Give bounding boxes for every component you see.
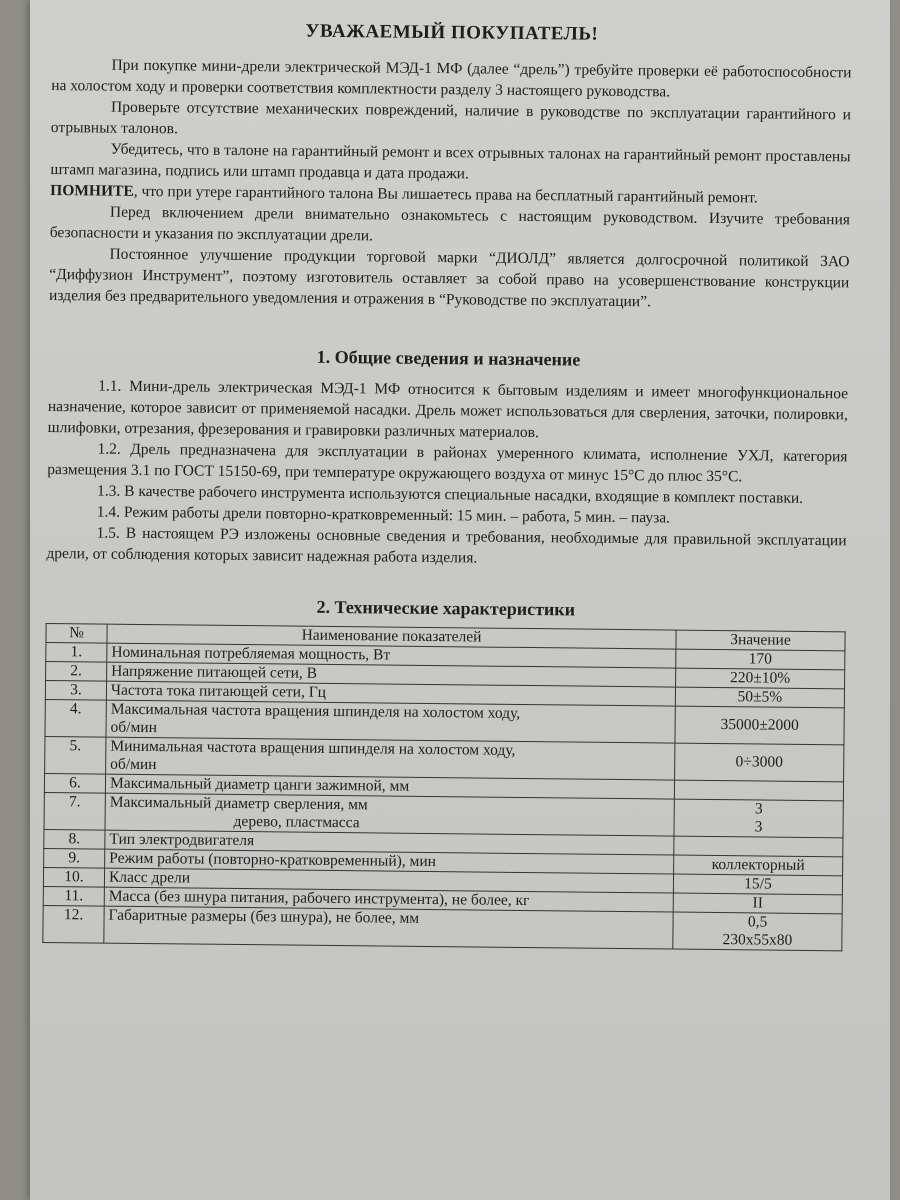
row-value: 15/5 xyxy=(673,874,842,895)
row-num: 12. xyxy=(43,905,104,943)
row-value xyxy=(674,780,843,801)
row-num: 7. xyxy=(44,792,105,830)
row-value: коллекторный xyxy=(674,855,843,876)
header-value: Значение xyxy=(676,630,845,651)
row-value: 0÷3000 xyxy=(675,743,844,782)
row-name: Частота тока питающей сети, Гц xyxy=(106,681,675,706)
section-general-info xyxy=(46,344,848,572)
intro-paragraph-4-text: , что при утере гарантийного талона Вы лишаетесь права на бесплатный гарантийный ремонт. xyxy=(133,182,758,207)
row-name: Напряжение питающей сети, В xyxy=(107,662,676,687)
row-name: Тип электродвигателя xyxy=(105,830,674,855)
row-name-unit: об/мин xyxy=(110,755,157,774)
row-num: 9. xyxy=(44,848,105,868)
row-value: II xyxy=(673,893,842,914)
row-num: 1. xyxy=(46,642,107,662)
clause-1-5: 1.5. В настоящем РЭ изложены основные сведения и требования, необходимые для правильной эксплуатации дрели, от соблюдения которых зависит надежная работа изделия. xyxy=(46,524,847,567)
intro-paragraph-6: Постоянное улучшение продукции торговой марки “ДИОЛД” является долгосрочной политикой ЗАО “Диффузион Инструмент”, поэтому изготовитель оставляет за собой право на усовершенствование конструкции изделия без предварительного уведомления и отражения в “Руководстве по эксплуатации”. xyxy=(49,245,850,311)
row-num: 2. xyxy=(46,661,107,681)
row-name: Класс дрели xyxy=(104,868,673,893)
row-name: Габаритные размеры (без шнура), не более, мм xyxy=(104,906,673,949)
row-value-cell xyxy=(674,799,843,838)
page-title: УВАЖАЕМЫЙ ПОКУПАТЕЛЬ! xyxy=(305,20,599,45)
row-value: 50±5% xyxy=(675,687,844,708)
clause-1-1: 1.1. Мини-дрель электрическая МЭД-1 МФ относится к бытовым изделиям и имеет многофункциональное назначение, которое зависит от применяемой насадки. Дрель может использоваться для сверления, заточки, полировки, шлифовки, отрезания, фрезерования и гравировки различных материалов. xyxy=(47,377,849,442)
row-name: Максимальный диаметр цанги зажимной, мм xyxy=(105,774,674,799)
row-name: Режим работы (повторно-кратковременный), мин xyxy=(105,849,674,874)
row-name-unit: об/мин xyxy=(110,718,158,737)
row-num: 3. xyxy=(45,680,106,700)
row-num: 5. xyxy=(45,736,106,774)
row-name-cell xyxy=(105,793,674,836)
row-num: 10. xyxy=(43,867,104,887)
section-tech-specs xyxy=(42,594,846,951)
section-1-title: 1. Общие сведения и назначение xyxy=(316,346,581,370)
intro-section xyxy=(49,54,852,314)
row-value: 35000±2000 xyxy=(675,706,844,745)
row-name-cell xyxy=(106,737,675,780)
row-name: Масса (без шнура питания, рабочего инструмента), не более, кг xyxy=(104,887,673,912)
row-name: Номинальная потребляемая мощность, Вт xyxy=(107,643,676,668)
intro-paragraph-1: При покупке мини-дрели электрической МЭД-1 МФ (далее “дрель”) требуйте проверки её работоспособности на холостом ходу и проверки соответствия комплектности разделу 3 настоящего руководства. xyxy=(51,56,852,101)
clause-1-2: 1.2. Дрель предназначена для эксплуатации в районах умеренного климата, исполнение УХЛ, категория размещения 3.1 по ГОСТ 15150-69, при температуре окружающего воздуха от минус 15°С до плюс 35°С. xyxy=(47,440,848,486)
table-row xyxy=(43,905,842,950)
row-name: Минимальная частота вращения шпинделя на холостом ходу, xyxy=(110,737,516,759)
clause-1-3: 1.3. В качестве рабочего инструмента используются специальные насадки, входящие в комплект поставки. xyxy=(96,482,804,507)
row-value xyxy=(674,836,843,857)
section-2-title: 2. Технические характеристики xyxy=(316,596,576,620)
row-value: 170 xyxy=(676,649,845,670)
row-value-cell xyxy=(673,912,842,951)
row-value: 0,5 xyxy=(747,913,768,931)
intro-paragraph-5: Перед включением дрели внимательно ознакомьтесь с настоящим руководством. Изучите требования безопасности и указания по эксплуатации дрели. xyxy=(49,203,851,245)
row-num: 4. xyxy=(45,699,106,737)
remember-word: ПОМНИТЕ xyxy=(50,181,134,200)
intro-paragraph-3: Убедитесь, что в талоне на гарантийный ремонт и всех отрывных талонах на гарантийный ремонт проставлены штамп магазина, подпись или штамп продавца и дата продажи. xyxy=(50,140,851,183)
row-name: Максимальный диаметр сверления, мм xyxy=(109,793,368,814)
document-page xyxy=(42,18,852,951)
row-value-dimensions: 230x55x80 xyxy=(722,931,793,949)
intro-paragraph-2: Проверьте отсутствие механических повреждений, наличие в руководстве по эксплуатации гарантийного и отрывных талонов. xyxy=(50,98,852,138)
row-num: 6. xyxy=(44,773,105,793)
row-name-material: дерево, пластмасса xyxy=(233,812,360,832)
row-value: 220±10% xyxy=(676,668,845,689)
row-value-material: 3 xyxy=(754,818,763,836)
row-num: 8. xyxy=(44,829,105,849)
specs-table xyxy=(42,623,845,951)
row-name-cell xyxy=(106,700,675,743)
row-name: Максимальная частота вращения шпинделя на холостом ходу, xyxy=(110,700,521,722)
header-name: Наименование показателей xyxy=(107,624,676,649)
row-num: 11. xyxy=(43,886,104,906)
row-value: 3 xyxy=(754,800,763,818)
clause-1-4: 1.4. Режим работы дрели повторно-кратковременный: 15 мин. – работа, 5 мин. – пауза. xyxy=(96,503,671,527)
header-num: № xyxy=(46,623,107,643)
